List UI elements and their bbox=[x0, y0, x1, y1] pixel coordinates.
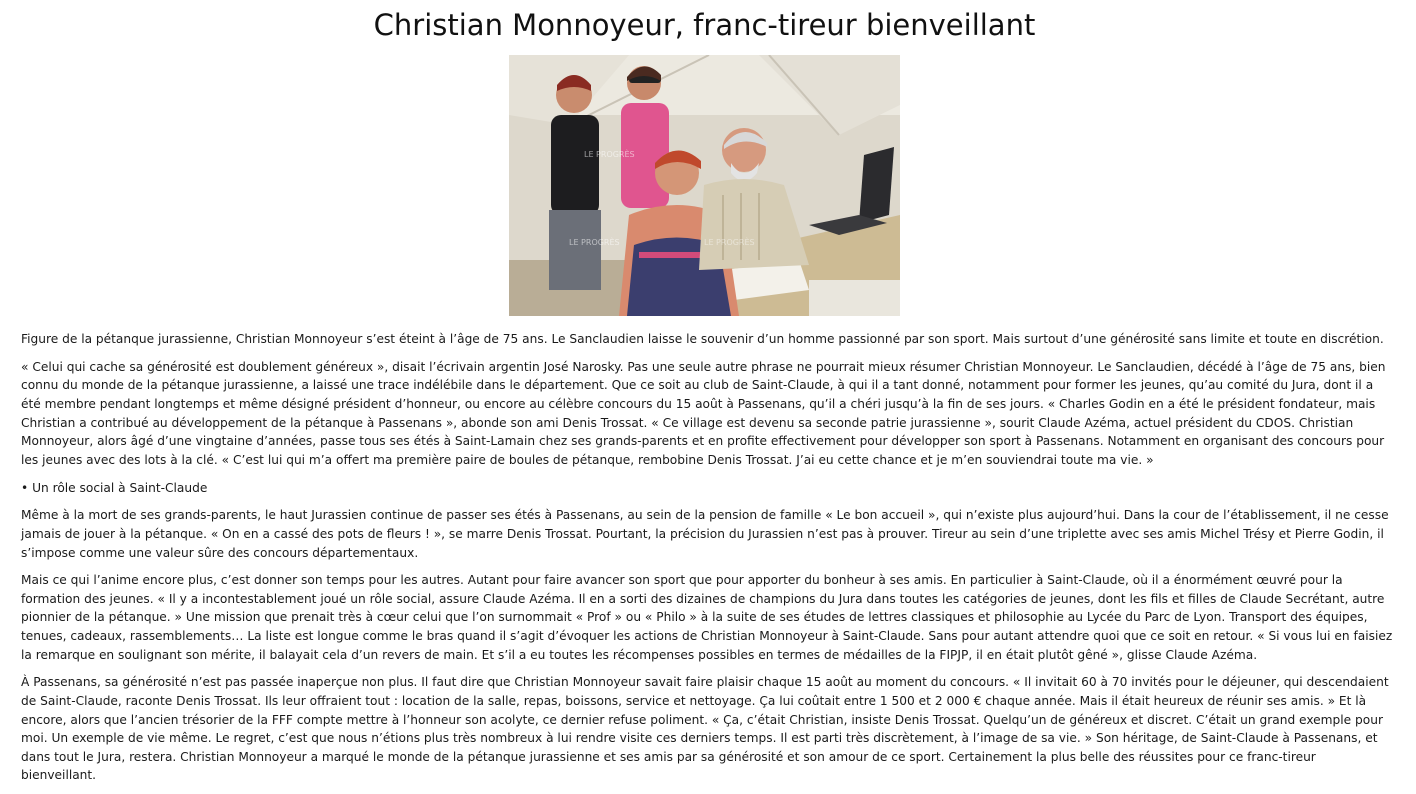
article-body bbox=[21, 330, 1393, 794]
article-lead: Figure de la pétanque jurassienne, Christian Monnoyeur s’est éteint à l’âge de 75 ans. Le Sanclaudien laisse le souvenir d’un homme passionné par son sport. Mais surtout d’une générosité sans limite et toute en discrétion. bbox=[21, 332, 1384, 346]
article-paragraph-2: Même à la mort de ses grands-parents, le haut Jurassien continue de passer ses étés à Passenans, au sein de la pension de famille « Le bon accueil », qui n’existe plus aujourd’hui. Dans la cour de l’établissement, il ne cesse jamais de jouer à la pétanque. « On en a cassé des pots de fleurs ! », se marre Denis Trossat. Pourtant, la précision du Jurassien n’est pas à prouver. Tireur au sein d’une triplette avec ses amis Michel Trésy et Pierre Godin, il s’impose comme une valeur sûre des concours départementaux. bbox=[21, 508, 1389, 560]
article-photo bbox=[509, 55, 900, 316]
article-paragraph-3: Mais ce qui l’anime encore plus, c’est donner son temps pour les autres. Autant pour faire avancer son sport que pour apporter du bonheur à ses amis. En particulier à Saint-Claude, où il a énormément œuvré pour la formation des jeunes. « Il y a incontestablement joué un rôle social, assure Claude Azéma. Il en a sorti des dizaines de champions du Jura dans toutes les catégories de jeunes, dont les fils et filles de Claude Secrétant, autre pionnier de la pétanque. » Une mission que prenait très à cœur celui que l’on surnommait « Prof » ou « Philo » à la suite de ses études de lettres classiques et philosophie au Lycée du Parc de Lyon. Transport des équipes, tenues, cadeaux, rassemblements… La liste est longue comme le bras quand il s’agit d’évoquer les actions de Christian Monnoyeur à Saint-Claude. Sans pour autant attendre quoi que ce soit en retour. « Si vous lui en faisiez la remarque en soulignant son mérite, il balayait cela d’un revers de main. Et s’il a eu toutes les récompenses possibles en termes de médailles de la FIPJP, il en était plutôt gêné », glisse Claude Azéma. bbox=[21, 573, 1393, 662]
svg-text:LE PROGRÈS: LE PROGRÈS bbox=[704, 238, 755, 247]
article-title: Christian Monnoyeur, franc-tireur bienveillant bbox=[373, 8, 1036, 42]
article-paragraph-4: À Passenans, sa générosité n’est pas passée inaperçue non plus. Il faut dire que Christian Monnoyeur savait faire plaisir chaque 15 août au moment du concours. « Il invitait 60 à 70 invités pour le déjeuner, qui descendaient de Saint-Claude, raconte Denis Trossat. Ils leur offraient tout : location de la salle, repas, boissons, service et nettoyage. Ça lui coûtait entre 1 500 et 2 000 € chaque année. Mais il était heureux de réunir ses amis. » Et là encore, alors que l’ancien trésorier de la FFF compte mettre à l’honneur son acolyte, ce dernier refuse poliment. « Ça, c’était Christian, insiste Denis Trossat. Quelqu’un de généreux et discret. C’était un grand exemple pour moi. Un exemple de vie même. Le regret, c’est que nous n’étions plus très nombreux à lui rendre visite ces derniers temps. Il est parti très discrètement, à l’image de sa vie. » Son héritage, de Saint-Claude à Passenans, et dans tout le Jura, restera. Christian Monnoyeur a marqué le monde de la pétanque jurassienne et ses amis par sa générosité et son amour de ce sport. Certainement la plus belle des réussites pour ce franc-tireur bienveillant. bbox=[21, 675, 1389, 783]
article-paragraph-1: « Celui qui cache sa générosité est doublement généreux », disait l’écrivain argentin José Narosky. Pas une seule autre phrase ne pourrait mieux résumer Christian Monnoyeur. Le Sanclaudien, décédé à l’âge de 75 ans, bien connu du monde de la pétanque jurassienne, a laissé une trace indélébile dans le département. Que ce soit au club de Saint-Claude, à qui il a tant donné, notamment pour former les jeunes, qu’au comité du Jura, dont il a été membre pendant longtemps et même désigné président d’honneur, ou encore au célèbre concours du 15 août à Passenans, qu’il a chéri jusqu’à la fin de ses jours. « Charles Godin en a été le président fondateur, mais Christian a contribué au développement de la pétanque à Passenans », abonde son ami Denis Trossat. « Ce village est devenu sa seconde patrie jurassienne », sourit Claude Azéma, actuel président du CDOS. Christian Monnoyeur, alors âgé d’une vingtaine d’années, passe tous ses étés à Saint-Lamain chez ses grands-parents et en profite effectivement pour développer son sport à Passenans. Notamment en organisant des concours pour les jeunes avec des lots à la clé. « C’est lui qui m’a offert ma première paire de boules de pétanque, rembobine Denis Trossat. J’ai eu cette chance et je m’en souviendrai toute ma vie. » bbox=[21, 359, 1386, 467]
svg-text:LE PROGRÈS: LE PROGRÈS bbox=[569, 238, 620, 247]
article-subheading: • Un rôle social à Saint-Claude bbox=[21, 480, 208, 495]
svg-text:LE PROGRÈS: LE PROGRÈS bbox=[584, 150, 635, 159]
